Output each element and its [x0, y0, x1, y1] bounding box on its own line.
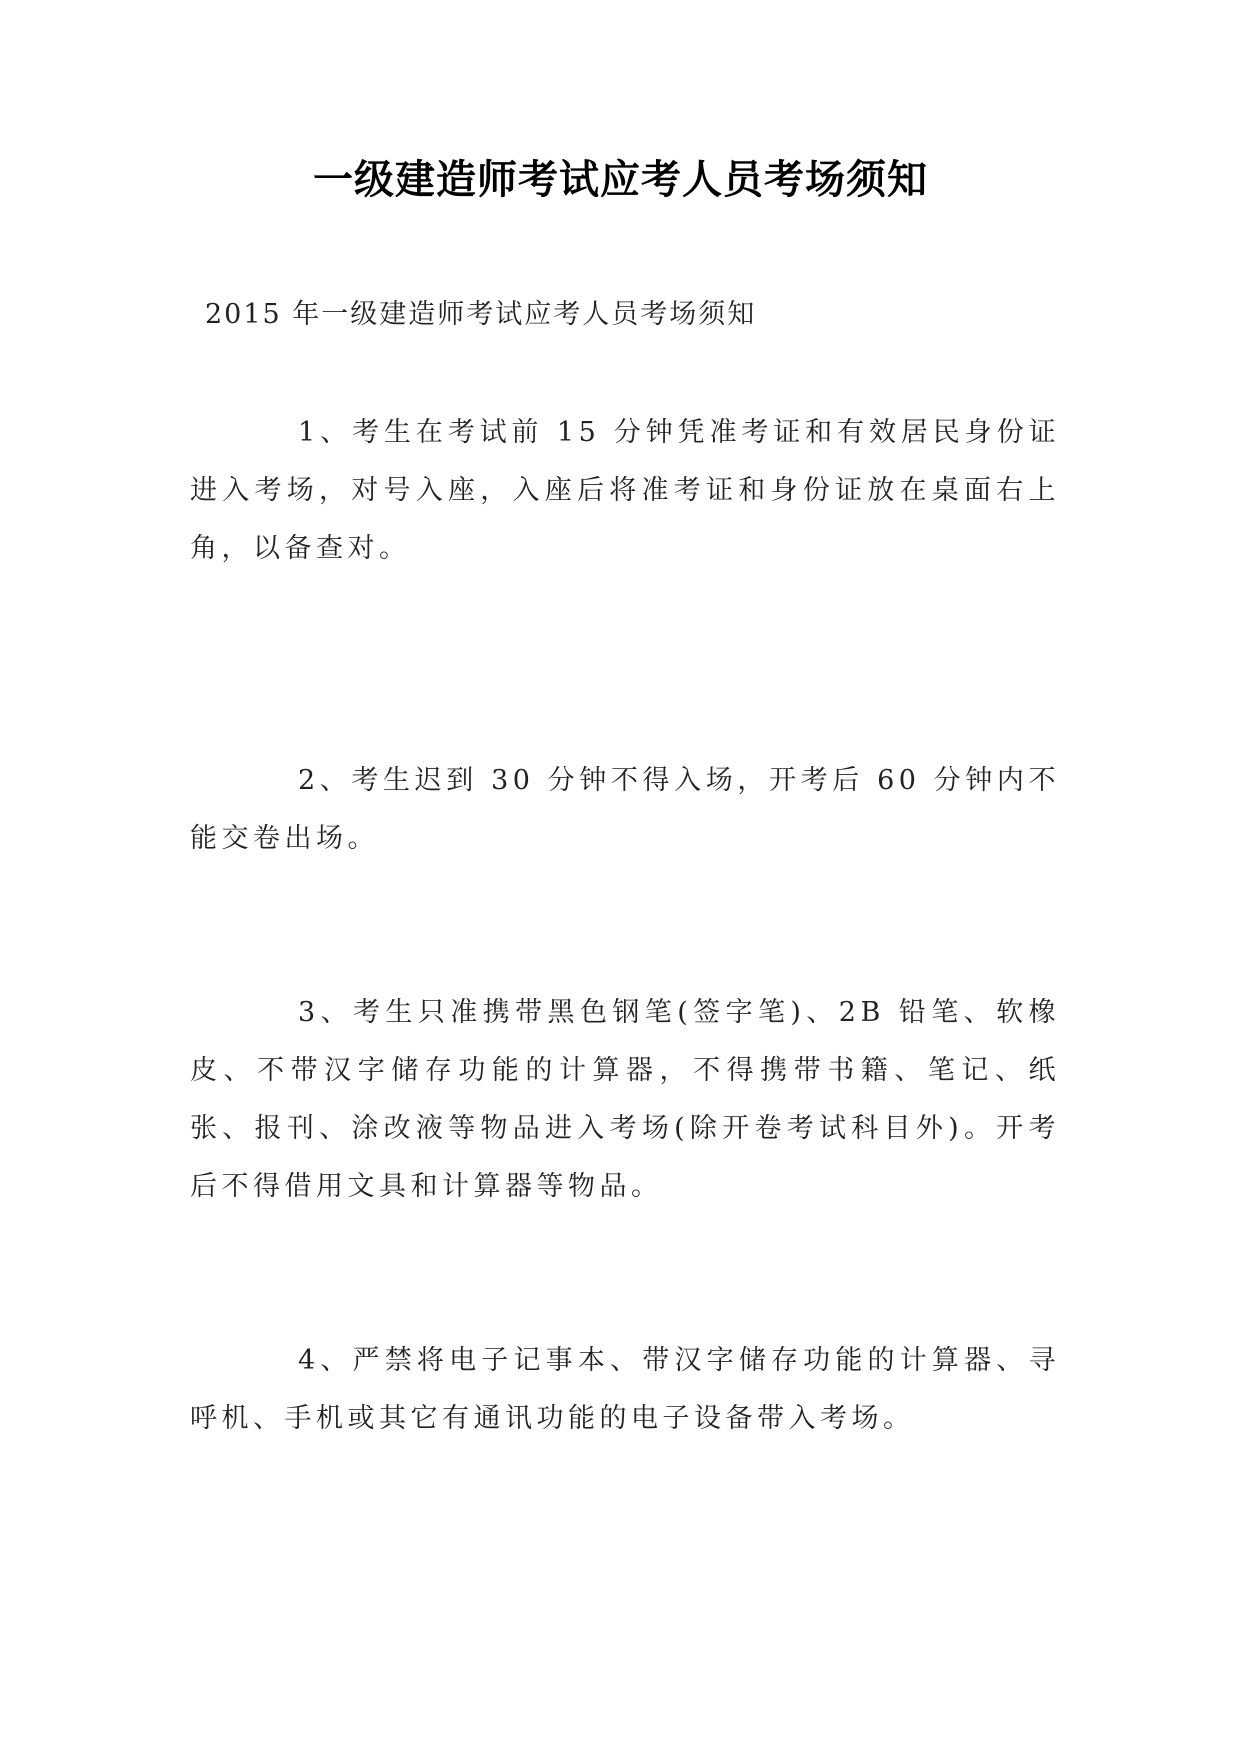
rule-paragraph-3: 3、考生只准携带黑色钢笔(签字笔)、2B 铅笔、软橡皮、不带汉字储存功能的计算器，不得携带书籍、笔记、纸张、报刊、涂改液等物品进入考场(除开卷考试科目外)。开考后不得借用文具和计算器等物品。 — [190, 997, 1060, 1202]
rule-paragraph-4: 4、严禁将电子记事本、带汉字储存功能的计算器、寻呼机、手机或其它有通讯功能的电子设备带入考场。 — [190, 1345, 1060, 1434]
document-subtitle: 2015 年一级建造师考试应考人员考场须知 — [205, 299, 757, 330]
document-title: 一级建造师考试应考人员考场须知 — [313, 157, 928, 203]
rule-paragraph-1: 1、考生在考试前 15 分钟凭准考证和有效居民身份证进入考场，对号入座，入座后将准考证和身份证放在桌面右上角，以备查对。 — [190, 417, 1060, 564]
rule-paragraph-2: 2、考生迟到 30 分钟不得入场，开考后 60 分钟内不能交卷出场。 — [190, 765, 1060, 854]
